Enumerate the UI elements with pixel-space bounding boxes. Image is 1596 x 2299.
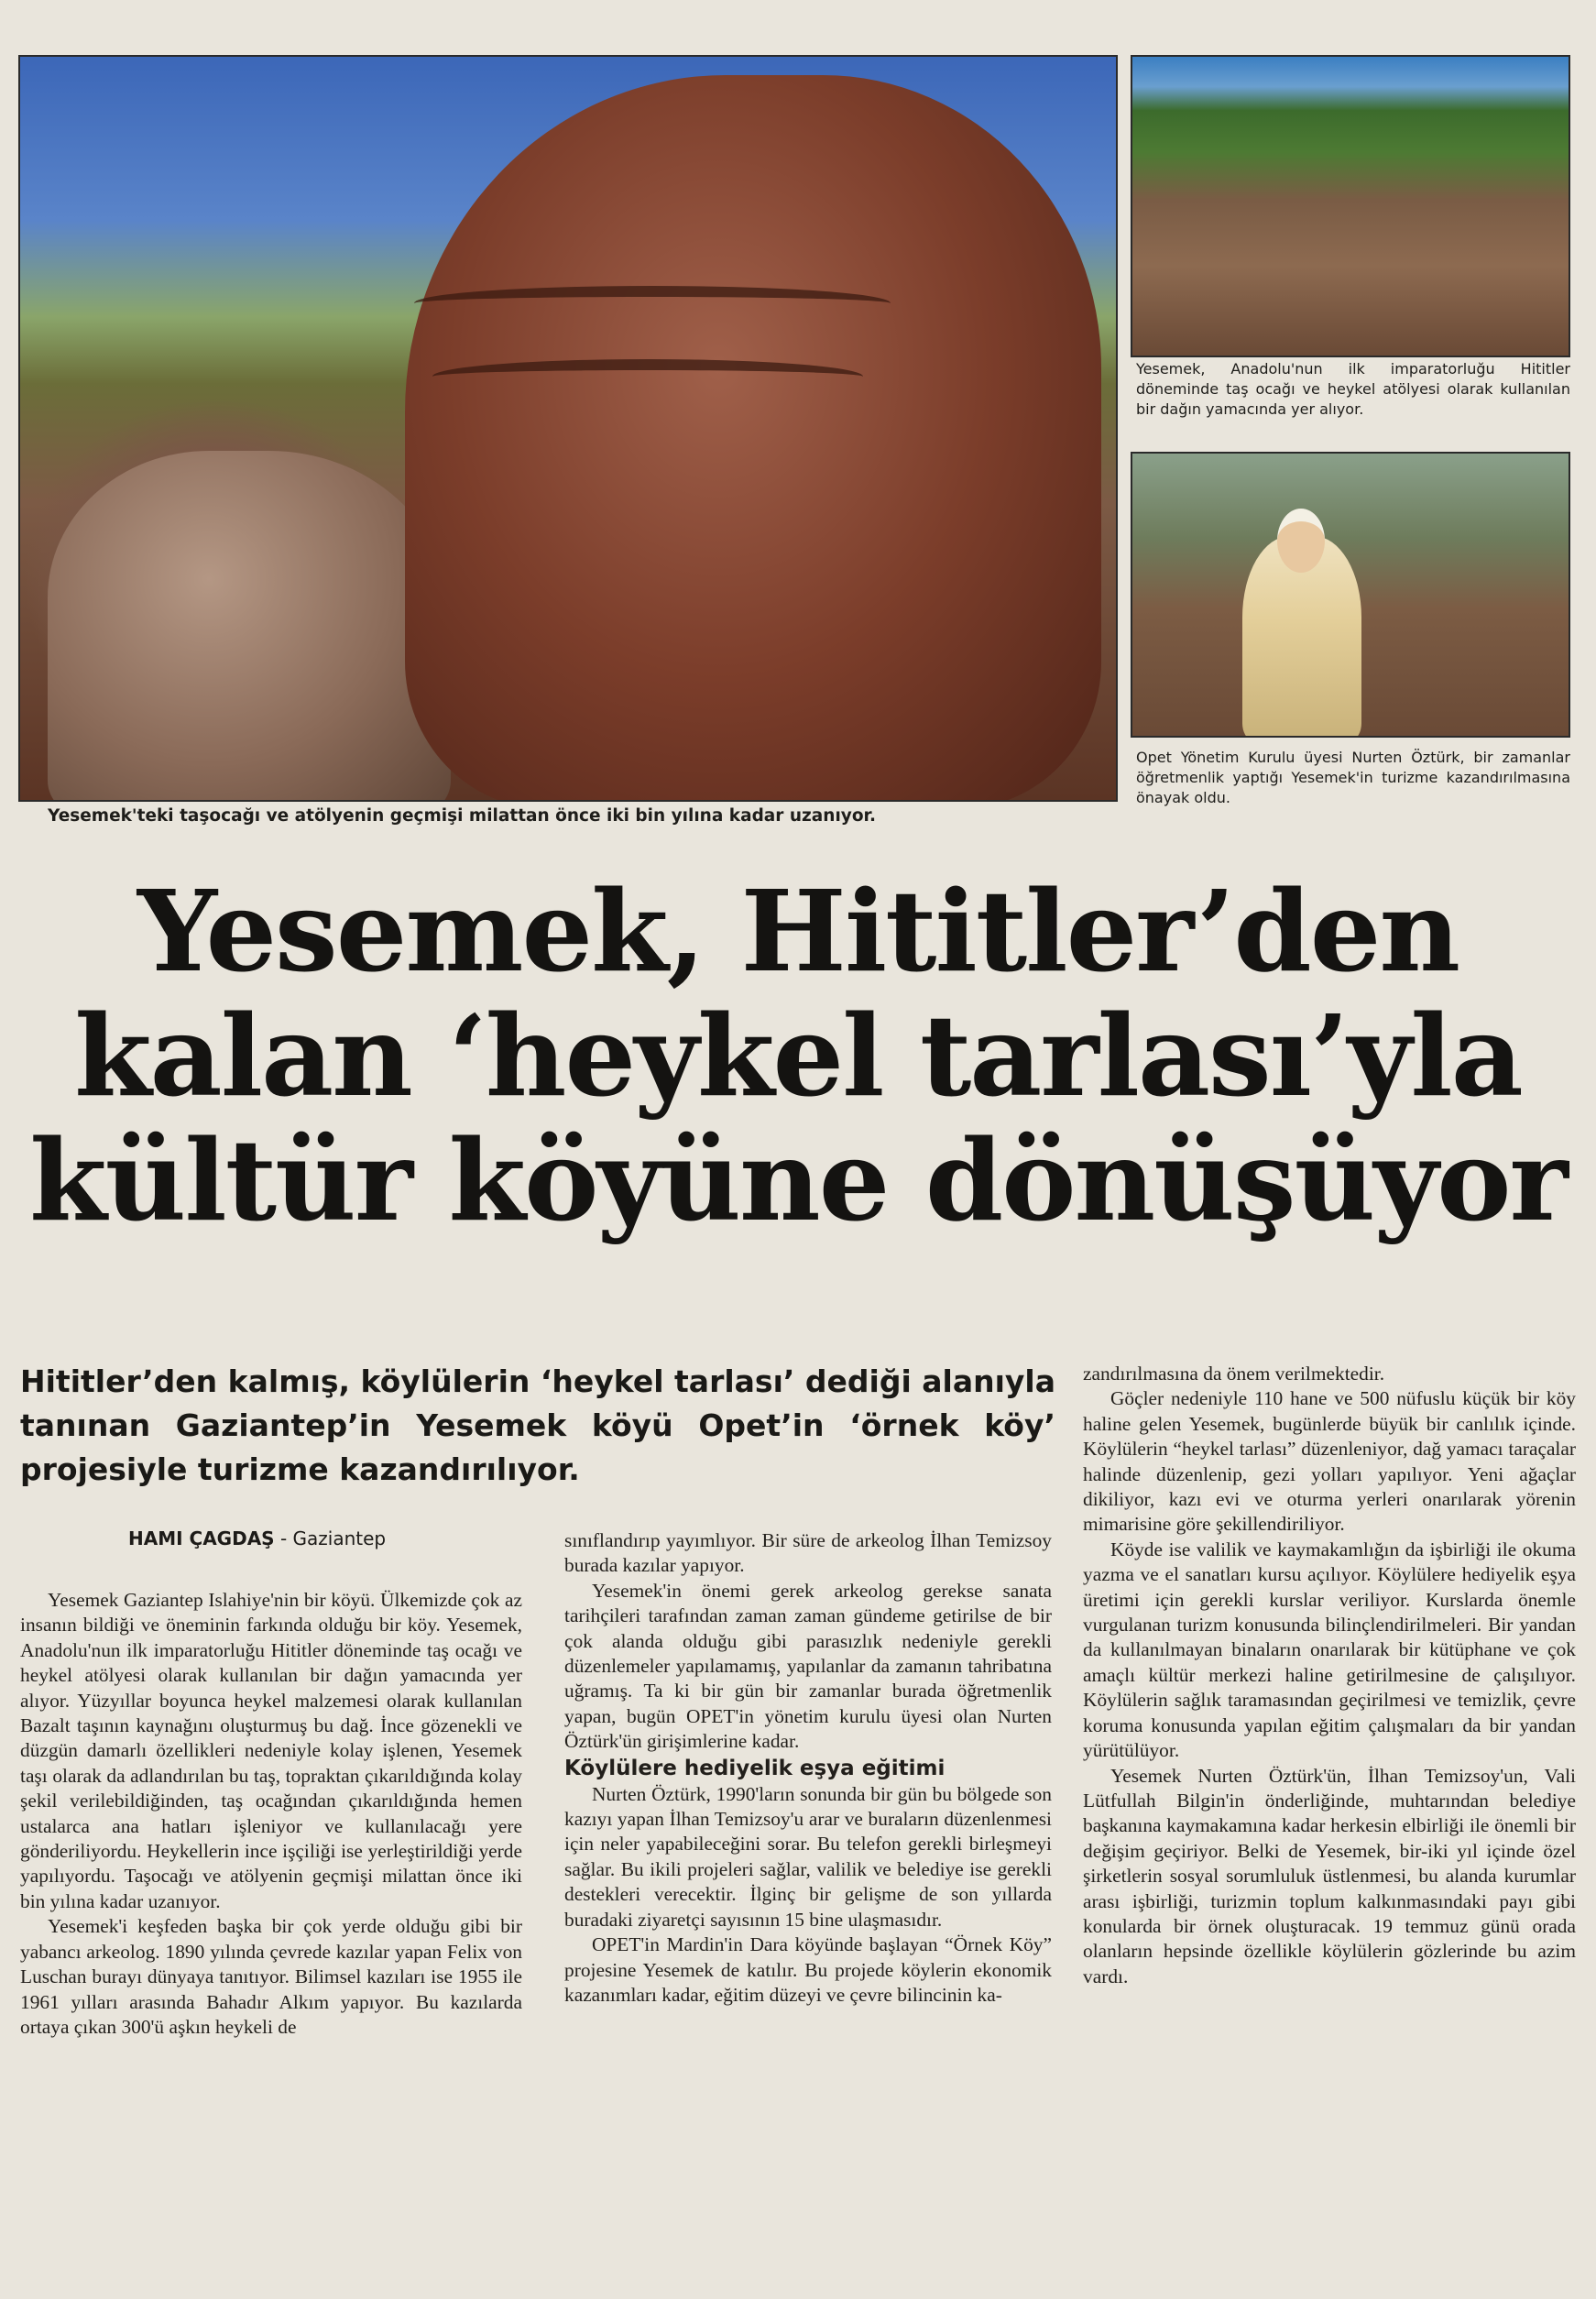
paragraph: Yesemek'in önemi gerek arkeolog gerekse sanata tarihçileri tarafından zaman zaman gündeme getirilse de bir çok alanda olduğu gibi parasızlık nedeniyle gerekli düzenlemeler yapılamamış, yapılanlar da zamanın tahribatına uğramış. Ta ki bir gün bir zamanlar burada öğretmenlik yapan, bugün OPET'in yönetim kurulu üyesi olan Nurten Öztürk'ün girişimlerine kadar.: [564, 1579, 1052, 1753]
paragraph: OPET'in Mardin'in Dara köyünde başlayan “Örnek Köy” projesine Yesemek de katılır. Bu projede köylerin ekonomik kazanımları kadar, eğitim düzeyi ve çevre bilincinin ka-: [564, 1933, 1052, 2006]
paragraph: Yesemek Gaziantep Islahiye'nin bir köyü. Ülkemizde çok az insanın bildiği ve öneminin farkında olduğu bir köy. Yesemek, Anadolu'nun ilk imparatorluğu Hititler döneminde taş ocağı ve heykel atölyesi olarak kullanılan bir dağın yamacında yer alıyor. Yüzyıllar boyunca heykel malzemesi olarak kullanılan Bazalt taşının kaynağını oluşturmuş bu dağ. İnce gözenekli ve düzgün damarlı özellikleri nedeniyle kolay işlenen, Yesemek taşı olarak da adlandırılan bu taş, topraktan çıkarıldığında kolay şekil verilebildiğinden, taş ocağından çıkarıldığında hemen ustalarca ana hatları işleniyor ve kullanılacağı yere gönderiliyordu. Heykellerin ince işçiliği ise yerleştirildiği yerde yapılıyordu. Taşocağı ve atölyenin geçmişi milattan önce iki bin yılına kadar uzanıyor.: [20, 1589, 522, 1912]
paragraph: Köyde ise valilik ve kaymakamlığın da işbirliği ile okuma yazma ve el sanatları kursu açılıyor. Köylülere hediyelik eşya üretimi için gerekli kurslar veriliyor. Kurslarda önemle vurgulanan turizm konusunda bilinçlendirilmeleri. Bir yandan da kullanılmayan binaların onarılarak bir kütüphane ve çok amaçlı kültür merkezi haline getirilmesine de çalışılıyor. Köylülerin sağlık taramasından geçirilmesi ve temizlik, çevre koruma konusunda yapılan eğitim çalışmaları da bir yandan yürütülüyor.: [1083, 1538, 1576, 1762]
paragraph: zandırılmasına da önem verilmektedir.: [1083, 1363, 1385, 1385]
photo-stone-sculpture: [18, 55, 1118, 802]
paragraph: Yesemek'i keşfeden başka bir çok yerde olduğu gibi bir yabancı arkeolog. 1890 yılında çevrede kazılar yapan Felix von Luschan burayı dünyaya tanıtıyor. Bilimsel kazıları ise 1955 ile 1961 yılları arasında Bahadır Alkım yapıyor. Bu kazılarda ortaya çıkan 300'ü aşkın heykeli de: [20, 1915, 522, 2038]
photo-hillside-quarry: [1131, 55, 1570, 357]
article-column-1: [20, 1588, 522, 2040]
photo-stone-left: [48, 451, 451, 802]
byline-author: HAMI ÇAGDAŞ: [128, 1527, 275, 1549]
caption-portrait-photo: Opet Yönetim Kurulu üyesi Nurten Öztürk, bir zamanlar öğretmenlik yaptığı Yesemek'in turizme kazandırılmasına önayak oldu.: [1136, 749, 1570, 806]
caption-main-photo: Yesemek'teki taşocağı ve atölyenin geçmişi milattan önce iki bin yılına kadar uzanıyor.: [48, 806, 877, 826]
subheading: Köylülere hediyelik eşya eğitimi: [564, 1756, 946, 1780]
paragraph: Göçler nedeniyle 110 hane ve 500 nüfuslu küçük bir köy haline gelen Yesemek, bugünlerde büyük bir canlılık içinde. Köylülerin “heykel tarlası” düzenleniyor, dağ yamacı taraçalar halinde düzenlenip, gezi yolları yapılıyor. Yeni ağaçlar dikiliyor, kazı evi ve oturma yerleri onarılarak yörenin mimarisine göre şekillendiriliyor.: [1083, 1387, 1576, 1536]
headline: [18, 865, 1578, 1246]
photo-stone-groove: [414, 286, 891, 321]
paragraph: sınıflandırıp yayımlıyor. Bir süre de arkeolog İlhan Temizsoy burada kazılar yapıyor.: [564, 1529, 1052, 1577]
byline: [128, 1527, 531, 1550]
caption-hillside-photo: Yesemek, Anadolu'nun ilk imparatorluğu Hititler döneminde taş ocağı ve heykel atölyesi olarak kullanılan bir dağın yamacında yer alıyor.: [1136, 360, 1570, 418]
photo-stone-head: [405, 75, 1101, 802]
photo-stone-groove: [432, 359, 863, 394]
photo-nurten-ozturk: [1131, 452, 1570, 738]
article-column-3: [1083, 1362, 1576, 1989]
headline-line: kalan ‘heykel tarlası’yla: [74, 990, 1522, 1122]
photo-person-head: [1277, 509, 1325, 573]
headline-line: Yesemek, Hititler’den: [137, 865, 1459, 997]
paragraph: Yesemek Nurten Öztürk'ün, İlhan Temizsoy'un, Vali Lütfullah Bilgin'in önderliğinde, muhtarından belediye başkanına kaymakamına kadar herkesin elbirliği ile önemli bir değişim geçiriyor. Belki de Yesemek, bir-iki yıl içinde özel şirketlerin sosyal sorumluluk üstlenmesi, bu alanda kurumlar arası işbirliği, turizmin toplum kalkınmasındaki payı gibi konularda bir örnek oluşturacak. 19 temmuz günü orada olanların hepsinde özellikle köylülerin gözlerinde bu azim vardı.: [1083, 1764, 1576, 1987]
article-column-2: [564, 1528, 1052, 2008]
paragraph: Nurten Öztürk, 1990'ların sonunda bir gün bu bölgede son kazıyı yapan İlhan Temizsoy'u arar ve buraların düzenlenmesi için neler yapabileceğini sorar. Bu telefon gerekli birleşmeyi sağlar. Bu ikili projeleri sağlar, valilik ve belediye ise gerekli destekleri verecektir. İlginç bir gelişme de son yıllarda buradaki ziyaretçi sayısının 15 bine ulaşmasıdır.: [564, 1782, 1052, 1931]
byline-location: - Gaziantep: [274, 1527, 387, 1549]
headline-line: kültür köyüne dönüşüyor: [29, 1114, 1567, 1246]
deck-summary: Hititler’den kalmış, köylülerin ‘heykel tarlası’ dediği alanıyla tanınan Gaziantep’in Yesemek köyü Opet’in ‘örnek köy’ projesiyle turizme kazandırılıyor.: [20, 1363, 1056, 1487]
